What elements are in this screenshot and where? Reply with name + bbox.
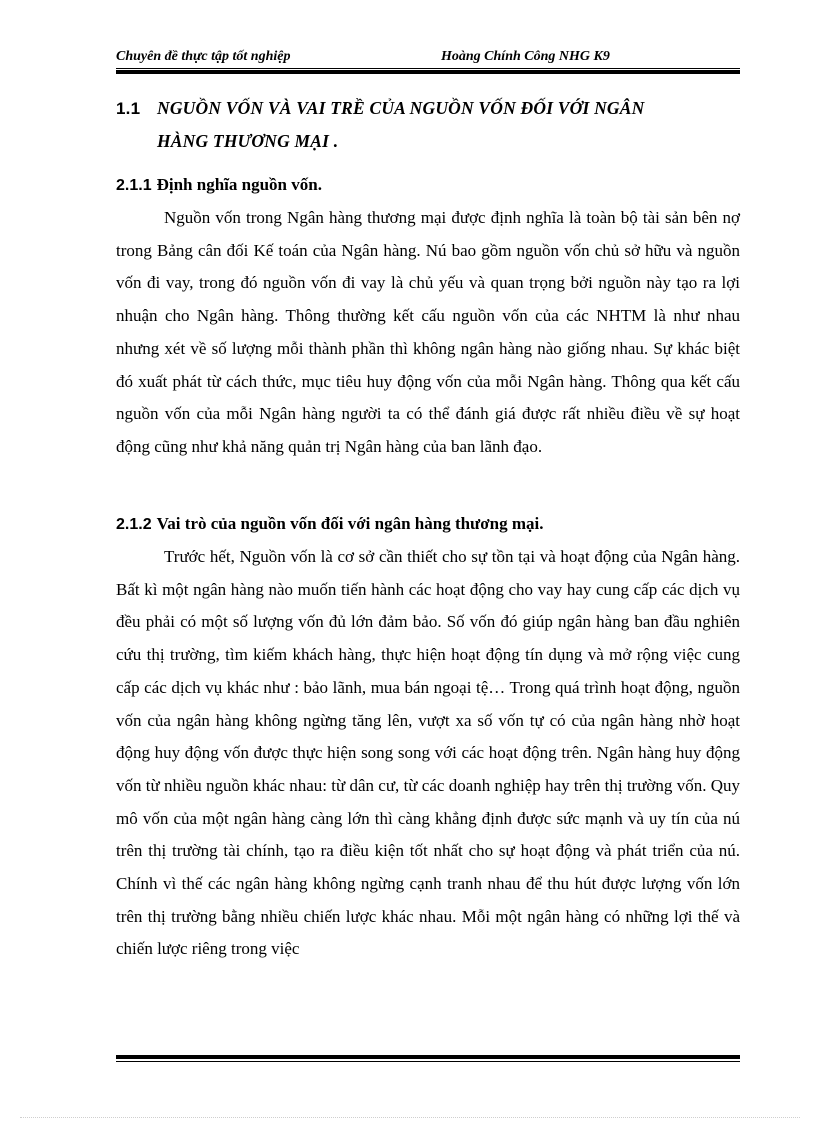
section-heading [116,92,746,157]
header-rule-thin [116,68,740,69]
page-header [116,49,740,67]
page-edge-dotted-line [20,1117,800,1119]
body-paragraph: Nguồn vốn trong Ngân hàng thương mại được định nghĩa là toàn bộ tài sản bên nợ trong Bảng cân đối Kế toán của Ngân hàng. Nú bao gồm nguồn vốn chủ sở hữu và nguồn vốn đi vay, trong đó nguồn vốn đi vay là chủ yếu và quan trọng bởi nguồn này tạo ra lợi nhuận cho Ngân hàng. Thông thường kết cấu nguồn vốn của các NHTM là như nhau nhưng xét về số lượng mỗi thành phần thì không ngân hàng nào giống nhau. Sự khác biệt đó xuất phát từ cách thức, mục tiêu huy động vốn của mỗi Ngân hàng. Thông qua kết cấu nguồn vốn của mỗi Ngân hàng người ta có thể đánh giá được rất nhiều điều về sự hoạt động cũng như khả năng quản trị Ngân hàng của ban lãnh đạo. [116,208,740,456]
section-title-line1: NGUỒN VỐN VÀ VAI TRỀ CỦA NGUỒN VỐN ĐỐI VỚI NGÂN [157,98,645,118]
subsection-title: Định nghĩa nguồn vốn. [156,175,322,194]
body-paragraph: Trước hết, Nguồn vốn là cơ sở cần thiết cho sự tồn tại và hoạt động của Ngân hàng. Bất kì một ngân hàng nào muốn tiến hành các hoạt động cho vay hay cung cấp các dịch vụ đều phải có một số lượng vốn đủ lớn đảm bảo. Số vốn đó giúp ngân hàng ban đầu nghiên cứu thị trường, tìm kiếm khách hàng, thực hiện hoạt động tín dụng và mở rộng việc cung cấp các dịch vụ khác như : bảo lãnh, mua bán ngoại tệ… Trong quá trình hoạt động, nguồn vốn của ngân hàng không ngừng tăng lên, vượt xa số vốn tự có của ngân hàng nhờ hoạt động huy động vốn được thực hiện song song với các hoạt động trên. Ngân hàng huy động vốn từ nhiều nguồn khác nhau: từ dân cư, từ các doanh nghiệp hay trên thị trường vốn. Quy mô vốn của một ngân hàng càng lớn thì càng khẳng định được sức mạnh và uy tín của nú trên thị trường tài chính, tạo ra điều kiện tốt nhất cho sự hoạt động và phát triển của nú. Chính vì thế các ngân hàng không ngừng cạnh tranh nhau để thu hút được lượng vốn lớn trên thị trường bằng nhiều chiến lược khác nhau. Mỗi một ngân hàng có những lợi thế và chiến lược riêng trong việc [116,547,740,959]
header-author: Hoàng Chính Công NHG K9 [441,49,610,64]
footer-rule-thick [116,1055,740,1059]
subsection-number: 2.1.2 [116,516,152,533]
section-title-line2: HÀNG THƯƠNG MẠI . [157,131,339,151]
header-rule-thick [116,70,740,74]
subsection-heading [116,513,746,536]
header-document-title: Chuyên đề thực tập tốt nghiệp [116,49,291,64]
section-number: 1.1 [116,99,141,118]
subsection-title: Vai trò của nguồn vốn đối với ngân hàng thương mại. [156,514,544,533]
subsection-number: 2.1.1 [116,177,152,194]
subsection-heading [116,174,746,197]
footer-rule-thin [116,1061,740,1062]
